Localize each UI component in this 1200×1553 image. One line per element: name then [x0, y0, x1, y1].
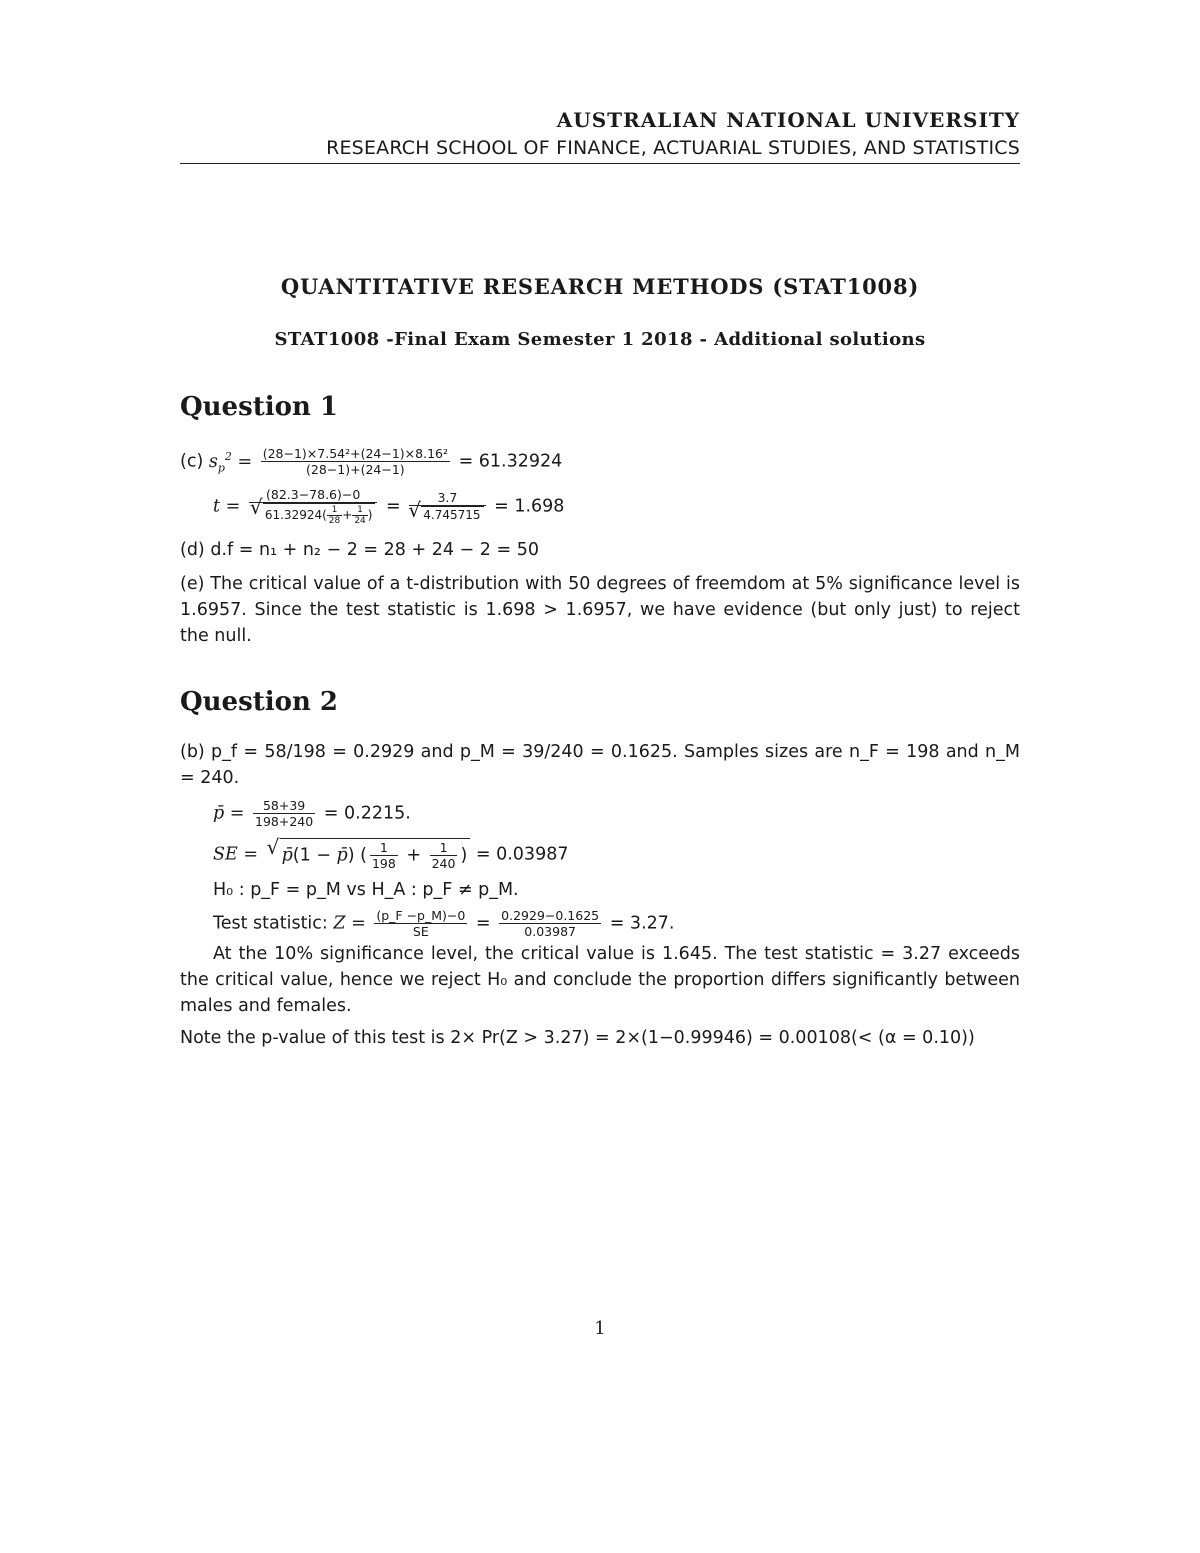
pbar-fraction — [253, 798, 315, 829]
t-symbol: t = — [213, 496, 241, 517]
se-frac-1: $\frac{1}{198}$ — [371, 840, 396, 871]
q1-e-critical-value: (e) The critical value of a t-distribution with 50 degrees of freemdom at 5% significance level is 1.6957. Since the test statistic is 1.698 > 1.6957, we have evidence (but only just) to reject the null. — [180, 574, 1020, 646]
pbar-symbol: p̄ = — [213, 803, 245, 824]
q1-c-pooled-variance — [180, 446, 562, 477]
t-sqrt-value: 61.32924( — [264, 508, 327, 522]
document-title: QUANTITATIVE RESEARCH METHODS (STAT1008) — [280, 274, 920, 299]
se-symbol: SE = — [213, 844, 258, 865]
t-mid-sqrt-value: 4.745715 — [423, 508, 481, 522]
q2-conclusion: At the 10% significance level, the critical value is 1.645. The test statistic = 3.27 exceeds the critical value, hence we reject H₀ and conclude the proportion differs significantly between males and females. — [180, 944, 1020, 1016]
t-frac-2 — [352, 505, 367, 526]
university-name: AUSTRALIAN NATIONAL UNIVERSITY — [556, 108, 1020, 132]
q2-pvalue-note: Note the p-value of this test is 2× Pr(Z > 3.27) = 2×(1−0.99946) = 0.00108(< (α = 0.10)) — [180, 1028, 975, 1048]
t-mid-sqrt — [421, 506, 483, 523]
ts-result: = 3.27. — [609, 913, 675, 934]
t-frac-2-num: 1 — [352, 505, 367, 516]
ts-fraction — [374, 908, 467, 939]
t-frac-1 — [327, 505, 342, 526]
pbar-numerator: 58+39 — [253, 798, 315, 814]
se-frac-2: $\frac{1}{240}$ — [431, 840, 456, 871]
t-frac-1-den: 28 — [328, 516, 341, 526]
header-rule — [180, 163, 1020, 164]
q1-t-statistic: t = (82.3−78.6)−0 √ 61.32924( $\frac{1}{28}$ + $\frac{1}{24}$ ) = 3.7 √ 4.745715 = 1.698 — [213, 487, 564, 526]
t-frac-1-num: 1 — [327, 505, 342, 516]
se-sqrt: √ p̄(1 − p̄) ( $\frac{1}{198}$ + $\frac{1}{240}$ ) — [280, 838, 471, 871]
q2-hypotheses: H₀ : p_F = p_M vs H_A : p_F ≠ p_M. — [213, 880, 519, 900]
t-frac-2-den: 24 — [354, 516, 366, 526]
q2-pooled-proportion — [213, 798, 411, 829]
t-numerator: (82.3−78.6)−0 — [249, 487, 378, 503]
t-mid-fraction — [409, 490, 485, 523]
sp-symbol: $s_p^2$ = — [208, 449, 253, 474]
se-frac-2-den: 240 — [431, 856, 456, 871]
q2-test-statistic: Test statistic: Z = $\frac{(p\_F -p\_M)-0}{SE}$ = $\frac{0.2929-0.1625}{0.03987}$ = 3.27. — [213, 908, 675, 939]
document-subtitle: STAT1008 -Final Exam Semester 1 2018 - Additional solutions — [274, 329, 926, 350]
ts-numerator: (p_F −p_M)−0 — [376, 908, 466, 923]
question-2-heading: Question 2 — [180, 687, 339, 717]
q1-d-degrees-of-freedom: (d) d.f = n₁ + n₂ − 2 = 28 + 24 − 2 = 50 — [180, 540, 539, 560]
school-name: RESEARCH SCHOOL OF FINANCE, ACTUARIAL STUDIES, AND STATISTICS — [326, 137, 1020, 159]
page-number: 1 — [594, 1318, 606, 1339]
ts-label: Test statistic: — [213, 913, 328, 934]
ts-denominator: SE — [412, 924, 429, 939]
q2-b-proportions: (b) p_f = 58/198 = 0.2929 and p_M = 39/240 = 0.1625. Samples sizes are n_F = 198 and n_M = 240. — [180, 742, 1020, 788]
question-1-heading: Question 1 — [180, 392, 339, 422]
t-mid-numerator: 3.7 — [409, 490, 485, 506]
sp-numerator: (28−1)×7.54²+(24−1)×8.16² — [262, 446, 448, 461]
pbar-denominator: 198+240 — [255, 814, 314, 829]
q1-c-label: (c) — [180, 451, 204, 472]
q2-standard-error — [213, 838, 568, 871]
t-mid-denominator — [409, 506, 485, 523]
pbar-result: = 0.2215. — [323, 803, 411, 824]
se-result: = 0.03987 — [475, 844, 569, 865]
t-result: = 1.698 — [494, 496, 565, 517]
ts-denominator-2: 0.03987 — [524, 924, 576, 939]
ts-fraction-2 — [499, 908, 601, 939]
sp-denominator: (28−1)+(24−1) — [306, 462, 405, 477]
t-fraction — [249, 487, 378, 526]
ts-numerator-2: 0.2929−0.1625 — [501, 908, 600, 923]
t-sqrt: √ 61.32924( $\frac{1}{28}$ + $\frac{1}{24}$ ) — [263, 503, 376, 526]
sp-fraction — [261, 446, 450, 477]
t-denominator — [249, 503, 378, 526]
sp-result: = 61.32924 — [458, 451, 563, 472]
se-frac-1-den: 198 — [371, 856, 396, 871]
